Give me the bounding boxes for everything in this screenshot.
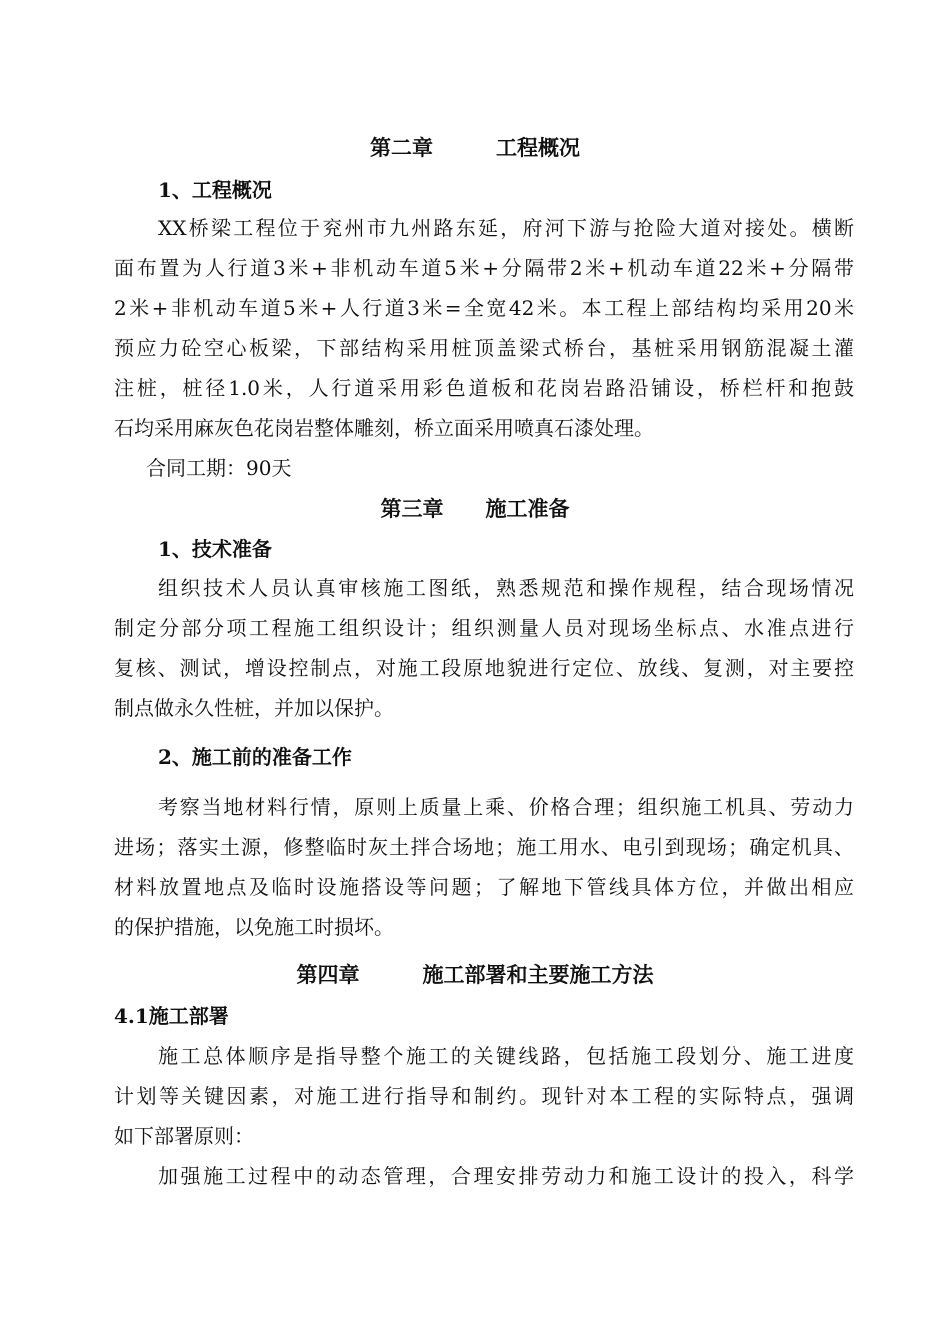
paragraph-line: 石均采用麻灰色花岗岩整体雕刻，桥立面采用喷真石漆处理。	[114, 416, 654, 440]
paragraph-line: 加强施工过程中的动态管理，合理安排劳动力和施工设计的投入，科学	[158, 1164, 854, 1188]
section-heading-pre-construction: 2、施工前的准备工作	[158, 745, 352, 769]
section-heading-construction-deployment: 4.1施工部署	[114, 1004, 229, 1028]
paragraph-line: 注桩，桩径1.0米，人行道采用彩色道板和花岗岩路沿铺设，桥栏杆和抱鼓	[114, 376, 854, 400]
chapter-2-title: 第二章 工程概况	[370, 135, 580, 160]
paragraph-line: 材料放置地点及临时设施搭设等问题；了解地下管线具体方位，并做出相应	[114, 875, 854, 899]
paragraph-line: 计划等关键因素，对施工进行指导和制约。现针对本工程的实际特点，强调	[114, 1084, 854, 1108]
paragraph-line: 组织技术人员认真审核施工图纸，熟悉规范和操作规程，结合现场情况	[158, 576, 854, 600]
section-heading-project-overview: 1、工程概况	[158, 178, 272, 202]
chapter-4-title: 第四章 施工部署和主要施工方法	[296, 962, 654, 987]
paragraph-line: 预应力砼空心板梁，下部结构采用桩顶盖梁式桥台，基桩采用钢筋混凝土灌	[114, 336, 854, 360]
paragraph-line: XX桥梁工程位于兖州市九州路东延，府河下游与抢险大道对接处。横断	[158, 216, 854, 240]
contract-period: 合同工期：90天	[146, 456, 292, 480]
paragraph-line: 制定分部分项工程施工组织设计；组织测量人员对现场坐标点、水准点进行	[114, 616, 854, 640]
chapter-3-title: 第三章 施工准备	[380, 496, 570, 521]
paragraph-line: 复核、测试，增设控制点，对施工段原地貌进行定位、放线、复测，对主要控	[114, 656, 854, 680]
paragraph-line: 考察当地材料行情，原则上质量上乘、价格合理；组织施工机具、劳动力	[158, 795, 854, 819]
paragraph-line: 如下部署原则：	[114, 1124, 254, 1148]
paragraph-line: 进场；落实土源，修整临时灰土拌合场地；施工用水、电引到现场；确定机具、	[114, 835, 854, 859]
paragraph-line: 2米+非机动车道5米+人行道3米=全宽42米。本工程上部结构均采用20米	[114, 296, 854, 320]
paragraph-line: 施工总体顺序是指导整个施工的关键线路，包括施工段划分、施工进度	[158, 1044, 854, 1068]
paragraph-line: 面布置为人行道3米+非机动车道5米+分隔带2米+机动车道22米+分隔带	[114, 256, 854, 280]
section-heading-technical-prep: 1、技术准备	[158, 537, 272, 561]
paragraph-line: 制点做永久性桩，并加以保护。	[114, 696, 394, 720]
paragraph-line: 的保护措施，以免施工时损坏。	[114, 915, 394, 939]
